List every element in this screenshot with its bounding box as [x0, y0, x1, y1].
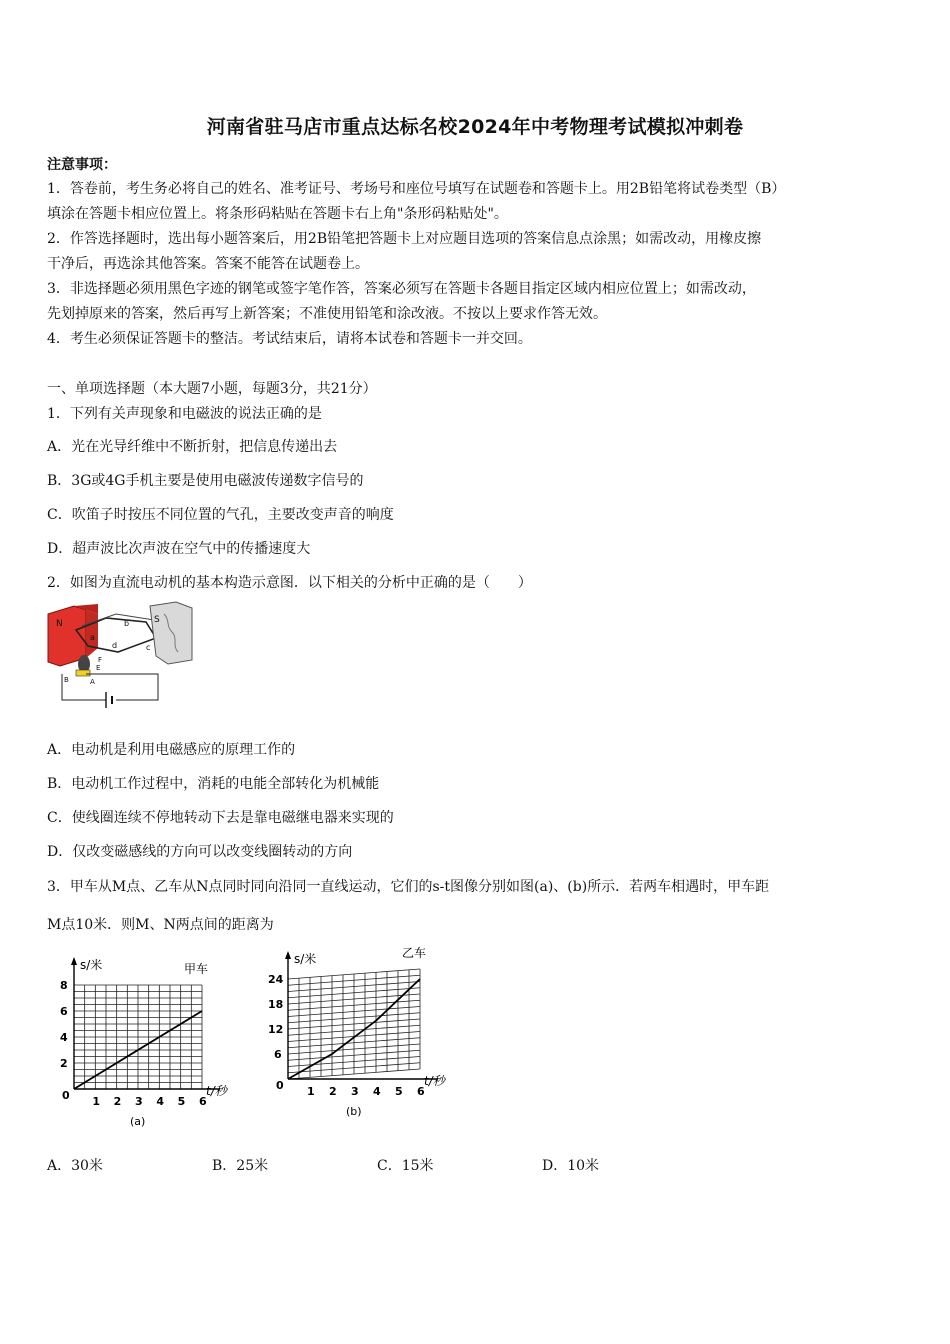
option-a: A．30米: [47, 1158, 103, 1174]
s-pole-magnet: [150, 602, 192, 664]
x-tick-label: 1: [92, 1095, 100, 1108]
y-tick-label: 8: [60, 979, 68, 992]
coil-label-a: a: [90, 633, 95, 642]
brush-label-f: F: [98, 656, 103, 664]
y-tick-label: 18: [268, 998, 284, 1011]
brush-label-a: A: [90, 678, 95, 686]
brush-label-e: E: [96, 664, 101, 672]
option-b: B．电动机工作过程中，消耗的电能全部转化为机械能: [47, 776, 380, 792]
option-c: C．使线圈连续不停地转动下去是靠电磁继电器来实现的: [47, 810, 394, 826]
coil-label-c: c: [146, 643, 151, 652]
y-tick-label: 6: [60, 1005, 68, 1018]
x-tick-label: 6: [199, 1095, 207, 1108]
coil-label-b: b: [124, 619, 130, 628]
y-tick-label: 2: [60, 1057, 68, 1070]
notice-line: 干净后，再选涂其他答案。答案不能答在试题卷上。: [47, 256, 369, 272]
option-c: C．吹笛子时按压不同位置的气孔，主要改变声音的响度: [47, 507, 394, 523]
option-d: D．仅改变磁感线的方向可以改变线圈转动的方向: [47, 844, 353, 860]
x-axis-label: t/秒: [424, 1074, 445, 1088]
x-tick-label: 2: [113, 1095, 122, 1108]
y-axis-label: s/米: [80, 958, 103, 972]
x-tick-label: 1: [307, 1085, 315, 1098]
question-stem: 3．甲车从M点、乙车从N点同时同向沿同一直线运动，它们的s-t图像分别如图(a)、(b)所示．若两车相遇时，甲车距: [47, 879, 770, 895]
y-tick-label: 24: [268, 973, 284, 986]
question-stem: 1．下列有关声现象和电磁波的说法正确的是: [47, 406, 322, 422]
option-a: A．光在光导纤维中不断折射，把信息传递出去: [47, 439, 338, 455]
option-d: D．超声波比次声波在空气中的传播速度大: [47, 541, 311, 557]
x-tick-label: 6: [417, 1085, 425, 1098]
y-axis-arrow: [285, 951, 291, 959]
notice-line: 1．答卷前，考生务必将自己的姓名、准考证号、考场号和座位号填写在试题卷和答题卡上。用2B铅笔将试卷类型（B）: [47, 181, 786, 197]
y-tick-label: 6: [274, 1048, 282, 1061]
chart-b: [258, 945, 488, 1135]
notice-line: 先划掉原来的答案，然后再写上新答案；不准使用铅笔和涂改液。不按以上要求作答无效。: [47, 306, 607, 322]
x-tick-label: 3: [135, 1095, 143, 1108]
question-stem-cont: M点10米．则M、N两点间的距离为: [47, 917, 274, 933]
chart-caption: (b): [346, 1105, 362, 1118]
page-title: 河南省驻马店市重点达标名校2024年中考物理考试模拟冲刺卷: [206, 116, 744, 138]
x-tick-label: 5: [177, 1095, 186, 1108]
coil-label-d: d: [112, 641, 118, 650]
notice-line: 4．考生必须保证答题卡的整洁。考试结束后，请将本试卷和答题卡一并交回。: [47, 331, 532, 347]
origin-label: 0: [276, 1079, 284, 1092]
notice-line: 2．作答选择题时，选出每小题答案后，用2B铅笔把答题卡上对应题目选项的答案信息点涂黑；如需改动，用橡皮擦: [47, 231, 762, 247]
notice-heading: 注意事项：: [47, 157, 117, 173]
x-tick-label: 4: [373, 1085, 381, 1098]
option-a: A．电动机是利用电磁感应的原理工作的: [47, 742, 296, 758]
section-heading: 一、单项选择题（本大题7小题，每题3分，共21分）: [47, 381, 377, 397]
x-tick-label: 5: [395, 1085, 403, 1098]
chart-title: 乙车: [402, 946, 427, 960]
notice-line: 3．非选择题必须用黑色字迹的钢笔或签字笔作答，答案必须写在答题卡各题目指定区域内相应位置上；如需改动，: [47, 281, 756, 297]
brush-label-b: B: [64, 676, 69, 684]
notice-line: 填涂在答题卡相应位置上。将条形码粘贴在答题卡右上角"条形码粘贴处"。: [47, 206, 508, 222]
x-tick-label: 4: [156, 1095, 164, 1108]
chart-title: 甲车: [184, 962, 209, 976]
y-tick-label: 12: [268, 1023, 284, 1036]
x-tick-label: 2: [329, 1085, 337, 1098]
option-d: D．10米: [542, 1158, 600, 1174]
brush: [76, 670, 90, 676]
y-tick-label: 4: [60, 1031, 68, 1044]
origin-label: 0: [62, 1089, 70, 1102]
x-axis-label: t/秒: [206, 1084, 227, 1098]
option-b: B．25米: [212, 1158, 269, 1174]
x-tick-label: 3: [351, 1085, 359, 1098]
chart-a: [44, 955, 264, 1135]
question-stem: 2．如图为直流电动机的基本构造示意图．以下相关的分析中正确的是（ ）: [47, 575, 532, 591]
option-b: B．3G或4G手机主要是使用电磁波传递数字信号的: [47, 473, 364, 489]
y-axis-arrow: [71, 957, 77, 965]
y-axis-label: s/米: [294, 952, 317, 966]
s-pole-label: S: [154, 615, 160, 625]
n-pole-label: N: [56, 619, 63, 629]
circuit-wire: [62, 674, 158, 700]
option-c: C．15米: [377, 1158, 434, 1174]
chart-caption: (a): [130, 1115, 146, 1128]
dc-motor-diagram: [46, 600, 196, 718]
